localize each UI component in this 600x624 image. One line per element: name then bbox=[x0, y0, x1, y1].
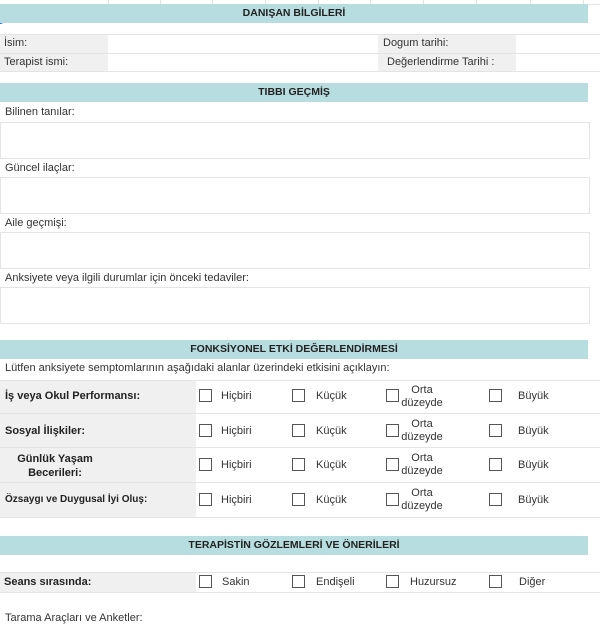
daily-major-checkbox[interactable] bbox=[489, 458, 502, 471]
daily-none-checkbox[interactable] bbox=[199, 458, 212, 471]
daily-minor-checkbox[interactable] bbox=[292, 458, 305, 471]
row-divider bbox=[0, 447, 600, 448]
eval-date-field[interactable] bbox=[516, 53, 600, 71]
row-divider bbox=[0, 413, 600, 414]
esteem-minor-checkbox[interactable] bbox=[292, 493, 305, 506]
other-label: Diğer bbox=[519, 576, 546, 588]
row-divider bbox=[0, 380, 600, 381]
previous-treatments-field[interactable] bbox=[0, 287, 590, 324]
current-medications-label: Güncel ilaçlar: bbox=[5, 162, 75, 174]
during-session-label: Seans sırasında: bbox=[4, 576, 92, 588]
calm-label: Sakin bbox=[222, 576, 250, 588]
anxious-checkbox[interactable] bbox=[292, 575, 305, 588]
birth-date-label: Dogum tarihi: bbox=[383, 37, 449, 49]
social-relationships-label: Sosyal İlişkiler: bbox=[5, 425, 86, 437]
family-history-field[interactable] bbox=[0, 232, 590, 269]
option-label-none: Hiçbiri bbox=[221, 494, 252, 506]
row-divider bbox=[0, 592, 600, 593]
section-header-medical-history: TIBBI GEÇMİŞ bbox=[0, 83, 588, 102]
option-label-moderate: Orta düzeyde bbox=[401, 384, 443, 409]
therapist-name-label: Terapist ismi: bbox=[4, 56, 69, 68]
option-label-major: Büyük bbox=[518, 494, 549, 506]
row-divider bbox=[0, 71, 600, 72]
work-minor-checkbox[interactable] bbox=[292, 389, 305, 402]
section-header-functional-impact: FONKSİYONEL ETKİ DEĞERLENDİRMESİ bbox=[0, 340, 588, 359]
row-divider bbox=[0, 572, 600, 573]
screening-tools-label: Tarama Araçları ve Anketler: bbox=[5, 612, 143, 624]
restless-label: Huzursuz bbox=[410, 576, 457, 588]
option-label-major: Büyük bbox=[518, 390, 549, 402]
known-diagnoses-label: Bilinen tanılar: bbox=[5, 106, 75, 118]
option-label-major: Büyük bbox=[518, 459, 549, 471]
option-label-minor: Küçük bbox=[316, 425, 347, 437]
option-label-moderate: Orta düzeyde bbox=[401, 418, 443, 443]
functional-instruction: Lütfen anksiyete semptomlarının aşağıdaki alanlar üzerindeki etkisini açıklayın: bbox=[5, 362, 390, 374]
current-medications-field[interactable] bbox=[0, 177, 590, 214]
option-label-none: Hiçbiri bbox=[221, 390, 252, 402]
section-header-observations: TERAPİSTİN GÖZLEMLERİ VE ÖNERİLERİ bbox=[0, 536, 588, 555]
known-diagnoses-field[interactable] bbox=[0, 122, 590, 159]
name-field[interactable] bbox=[108, 34, 378, 52]
other-checkbox[interactable] bbox=[489, 575, 502, 588]
self-esteem-label: Özsaygı ve Duygusal İyi Oluş: bbox=[5, 494, 148, 505]
option-label-moderate: Orta düzeyde bbox=[401, 487, 443, 512]
esteem-major-checkbox[interactable] bbox=[489, 493, 502, 506]
family-history-label: Aile geçmişi: bbox=[5, 217, 67, 229]
social-major-checkbox[interactable] bbox=[489, 424, 502, 437]
work-major-checkbox[interactable] bbox=[489, 389, 502, 402]
social-none-checkbox[interactable] bbox=[199, 424, 212, 437]
option-label-minor: Küçük bbox=[316, 459, 347, 471]
option-label-none: Hiçbiri bbox=[221, 459, 252, 471]
option-label-major: Büyük bbox=[518, 425, 549, 437]
work-none-checkbox[interactable] bbox=[199, 389, 212, 402]
work-school-performance-label: İş veya Okul Performansı: bbox=[5, 390, 141, 402]
eval-date-label: Değerlendirme Tarihi : bbox=[387, 56, 495, 68]
section-header-client-info: DANIŞAN BİLGİLERİ bbox=[0, 4, 588, 23]
row-divider bbox=[0, 482, 600, 483]
anxious-label: Endişeli bbox=[316, 576, 355, 588]
restless-checkbox[interactable] bbox=[386, 575, 399, 588]
row-divider bbox=[0, 517, 600, 518]
option-label-minor: Küçük bbox=[316, 390, 347, 402]
daily-living-skills-label: Günlük Yaşam Becerileri: bbox=[17, 453, 93, 479]
birth-date-field[interactable] bbox=[516, 34, 600, 52]
therapist-name-field[interactable] bbox=[108, 53, 378, 71]
esteem-none-checkbox[interactable] bbox=[199, 493, 212, 506]
previous-treatments-label: Anksiyete veya ilgili durumlar için önceki tedaviler: bbox=[5, 272, 249, 284]
social-minor-checkbox[interactable] bbox=[292, 424, 305, 437]
calm-checkbox[interactable] bbox=[199, 575, 212, 588]
option-label-minor: Küçük bbox=[316, 494, 347, 506]
option-label-moderate: Orta düzeyde bbox=[401, 452, 443, 477]
name-label: İsim: bbox=[4, 37, 28, 49]
option-label-none: Hiçbiri bbox=[221, 425, 252, 437]
